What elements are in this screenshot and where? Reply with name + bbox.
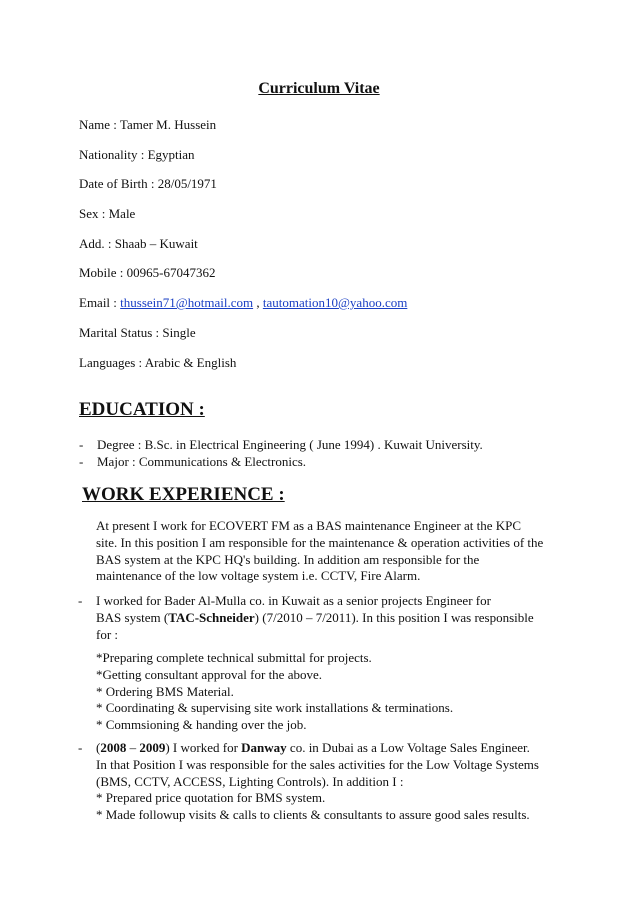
text-run: ) (7/2010 – 7/2011). In this position I was responsible <box>254 609 534 625</box>
email-link-yahoo[interactable]: tautomation10@yahoo.com <box>262 295 408 311</box>
list-item: * Ordering BMS Material. <box>96 683 234 699</box>
company-bold: Danway <box>241 740 287 755</box>
list-item: *Getting consultant approval for the above. <box>96 666 322 682</box>
personal-info <box>79 117 407 384</box>
paragraph-line <box>96 740 546 757</box>
languages-line: Languages : Arabic & English <box>79 354 237 370</box>
email-separator: , <box>253 295 263 311</box>
year-bold: 2009 <box>139 740 166 755</box>
text-run: co. in Dubai as a Low Voltage Sales Engineer. <box>286 740 530 755</box>
danway-job-paragraph <box>96 740 546 824</box>
paragraph-line: site. In this position I am responsible for the maintenance & operation activities of the <box>96 534 544 550</box>
work-experience-heading: WORK EXPERIENCE : <box>82 484 285 505</box>
text-run: BAS system ( <box>96 609 169 625</box>
degree-text: Degree : B.Sc. in Electrical Engineering ( June 1994) . Kuwait University. <box>97 437 483 452</box>
paragraph-line: I worked for Bader Al-Mulla co. in Kuwait as a senior projects Engineer for <box>96 593 491 608</box>
email-label: Email : <box>79 295 121 311</box>
list-item: * Commsioning & handing over the job. <box>96 717 307 733</box>
sex-line: Sex : Male <box>79 206 136 222</box>
bullet-dash: - <box>78 740 83 755</box>
bullet-dash: - <box>78 593 83 608</box>
mobile-line: Mobile : 00965-67047362 <box>79 265 216 281</box>
company-bold: TAC-Schneider <box>168 609 255 625</box>
paragraph-line <box>96 610 546 627</box>
paragraph-line: (BMS, CCTV, ACCESS, Lighting Controls). In addition I : <box>96 773 404 789</box>
dob-line: Date of Birth : 28/05/1971 <box>79 176 217 192</box>
email-line <box>79 295 407 325</box>
present-job-paragraph <box>96 518 546 585</box>
paragraph-line: * Prepared price quotation for BMS system. <box>96 790 326 806</box>
list-item: *Preparing complete technical submittal for projects. <box>96 650 372 665</box>
education-heading: EDUCATION : <box>79 399 205 420</box>
paragraph-line: BAS system at the KPC HQ's building. In addition am responsible for the <box>96 551 480 567</box>
paragraph-line: * Made followup visits & calls to clients & consultants to assure good sales results. <box>96 807 530 823</box>
address-line: Add. : Shaab – Kuwait <box>79 235 198 251</box>
page-title: Curriculum Vitae <box>258 80 380 97</box>
bullet-dash: - <box>79 454 84 469</box>
text-run: ) I worked for <box>165 740 242 755</box>
major-text: Major : Communications & Electronics. <box>97 454 307 469</box>
year-bold: 2008 <box>100 740 127 755</box>
text-run: ( <box>96 740 101 755</box>
bader-duties-list <box>96 650 546 734</box>
nationality-line: Nationality : Egyptian <box>79 146 195 162</box>
paragraph-line: for : <box>96 626 119 642</box>
email-link-hotmail[interactable]: thussein71@hotmail.com <box>120 295 254 311</box>
bader-job-paragraph <box>96 593 546 643</box>
name-line: Name : Tamer M. Hussein <box>79 117 217 132</box>
paragraph-line: maintenance of the low voltage system i.e. CCTV, Fire Alarm. <box>96 568 421 584</box>
list-item: * Coordinating & supervising site work installations & terminations. <box>96 700 454 716</box>
paragraph-line: At present I work for ECOVERT FM as a BAS maintenance Engineer at the KPC <box>96 518 522 533</box>
text-run: – <box>126 740 140 755</box>
paragraph-line: In that Position I was responsible for the sales activities for the Low Voltage Systems <box>96 756 539 772</box>
marital-line: Marital Status : Single <box>79 324 196 340</box>
bullet-dash: - <box>79 437 84 452</box>
